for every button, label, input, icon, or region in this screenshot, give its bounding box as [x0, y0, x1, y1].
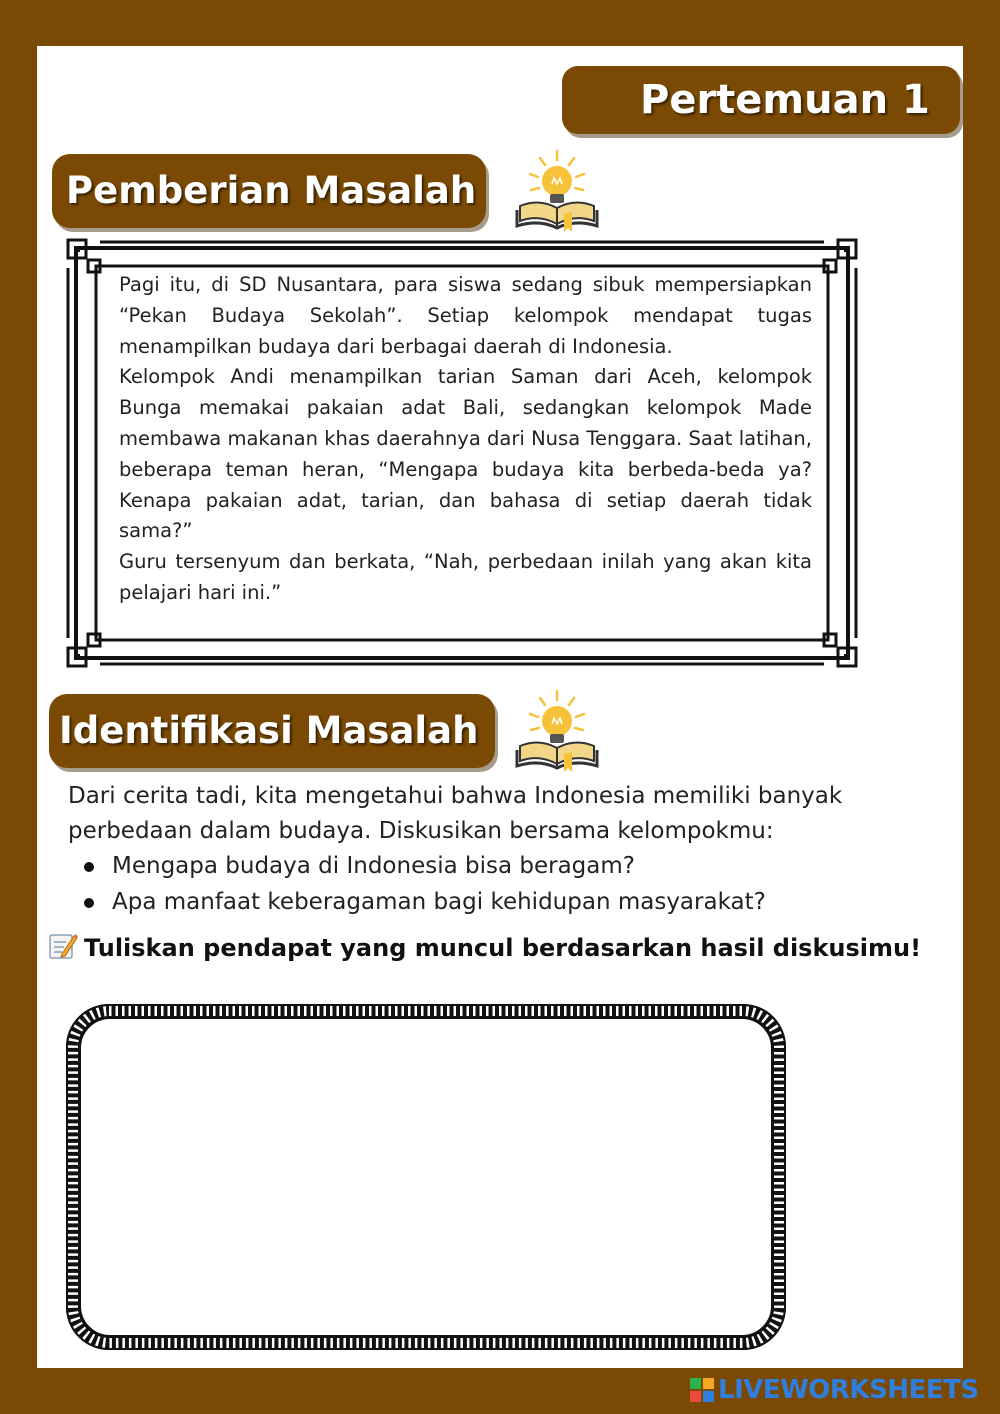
liveworksheets-watermark [690, 1374, 979, 1406]
story-paragraph-3: Guru tersenyum dan berkata, “Nah, perbedaan inilah yang akan kita pelajari hari ini.” [119, 550, 812, 604]
identify-intro: Dari cerita tadi, kita mengetahui bahwa Indonesia memiliki banyak perbedaan dalam budaya. Diskusikan bersama kelompokmu: [68, 783, 843, 844]
question-text: Mengapa budaya di Indonesia bisa beragam? [112, 853, 635, 879]
problem-heading: Pemberian Masalah [52, 154, 486, 228]
identify-heading: Identifikasi Masalah [49, 694, 495, 768]
writing-prompt [48, 932, 958, 962]
list-item [84, 848, 944, 884]
lightbulb-book-icon [512, 688, 606, 774]
lightbulb-book-icon [512, 148, 606, 234]
question-list [84, 848, 944, 920]
answer-input[interactable] [90, 1028, 762, 1326]
liveworksheets-logo-icon [690, 1378, 714, 1402]
question-text: Apa manfaat keberagaman bagi kehidupan masyarakat? [112, 889, 766, 915]
story-text [119, 270, 812, 609]
bullet-icon [84, 898, 94, 908]
bullet-icon [84, 862, 94, 872]
story-paragraph-2: Kelompok Andi menampilkan tarian Saman dari Aceh, kelompok Bunga memakai pakaian adat Bali, sedangkan kelompok Made membawa makanan khas daerahnya dari Nusa Tenggara. Saat latihan, beberapa teman heran, “Mengapa budaya kita berbeda-beda ya? Kenapa pakaian adat, tarian, dan bahasa di setiap daerah tidak sama?” [119, 365, 812, 543]
prompt-text: Tuliskan pendapat yang muncul berdasarkan hasil diskusimu! [84, 934, 922, 962]
meeting-label: Pertemuan 1 [562, 66, 960, 134]
memo-icon [48, 932, 78, 960]
story-paragraph-1: Pagi itu, di SD Nusantara, para siswa sedang sibuk mempersiapkan “Pekan Budaya Sekolah”. Setiap kelompok mendapat tugas menampilkan budaya dari berbagai daerah di Indonesia. [119, 273, 812, 358]
brand-name: LIVEWORKSHEETS [718, 1375, 979, 1405]
list-item [84, 884, 944, 920]
answer-box[interactable] [66, 1004, 786, 1350]
